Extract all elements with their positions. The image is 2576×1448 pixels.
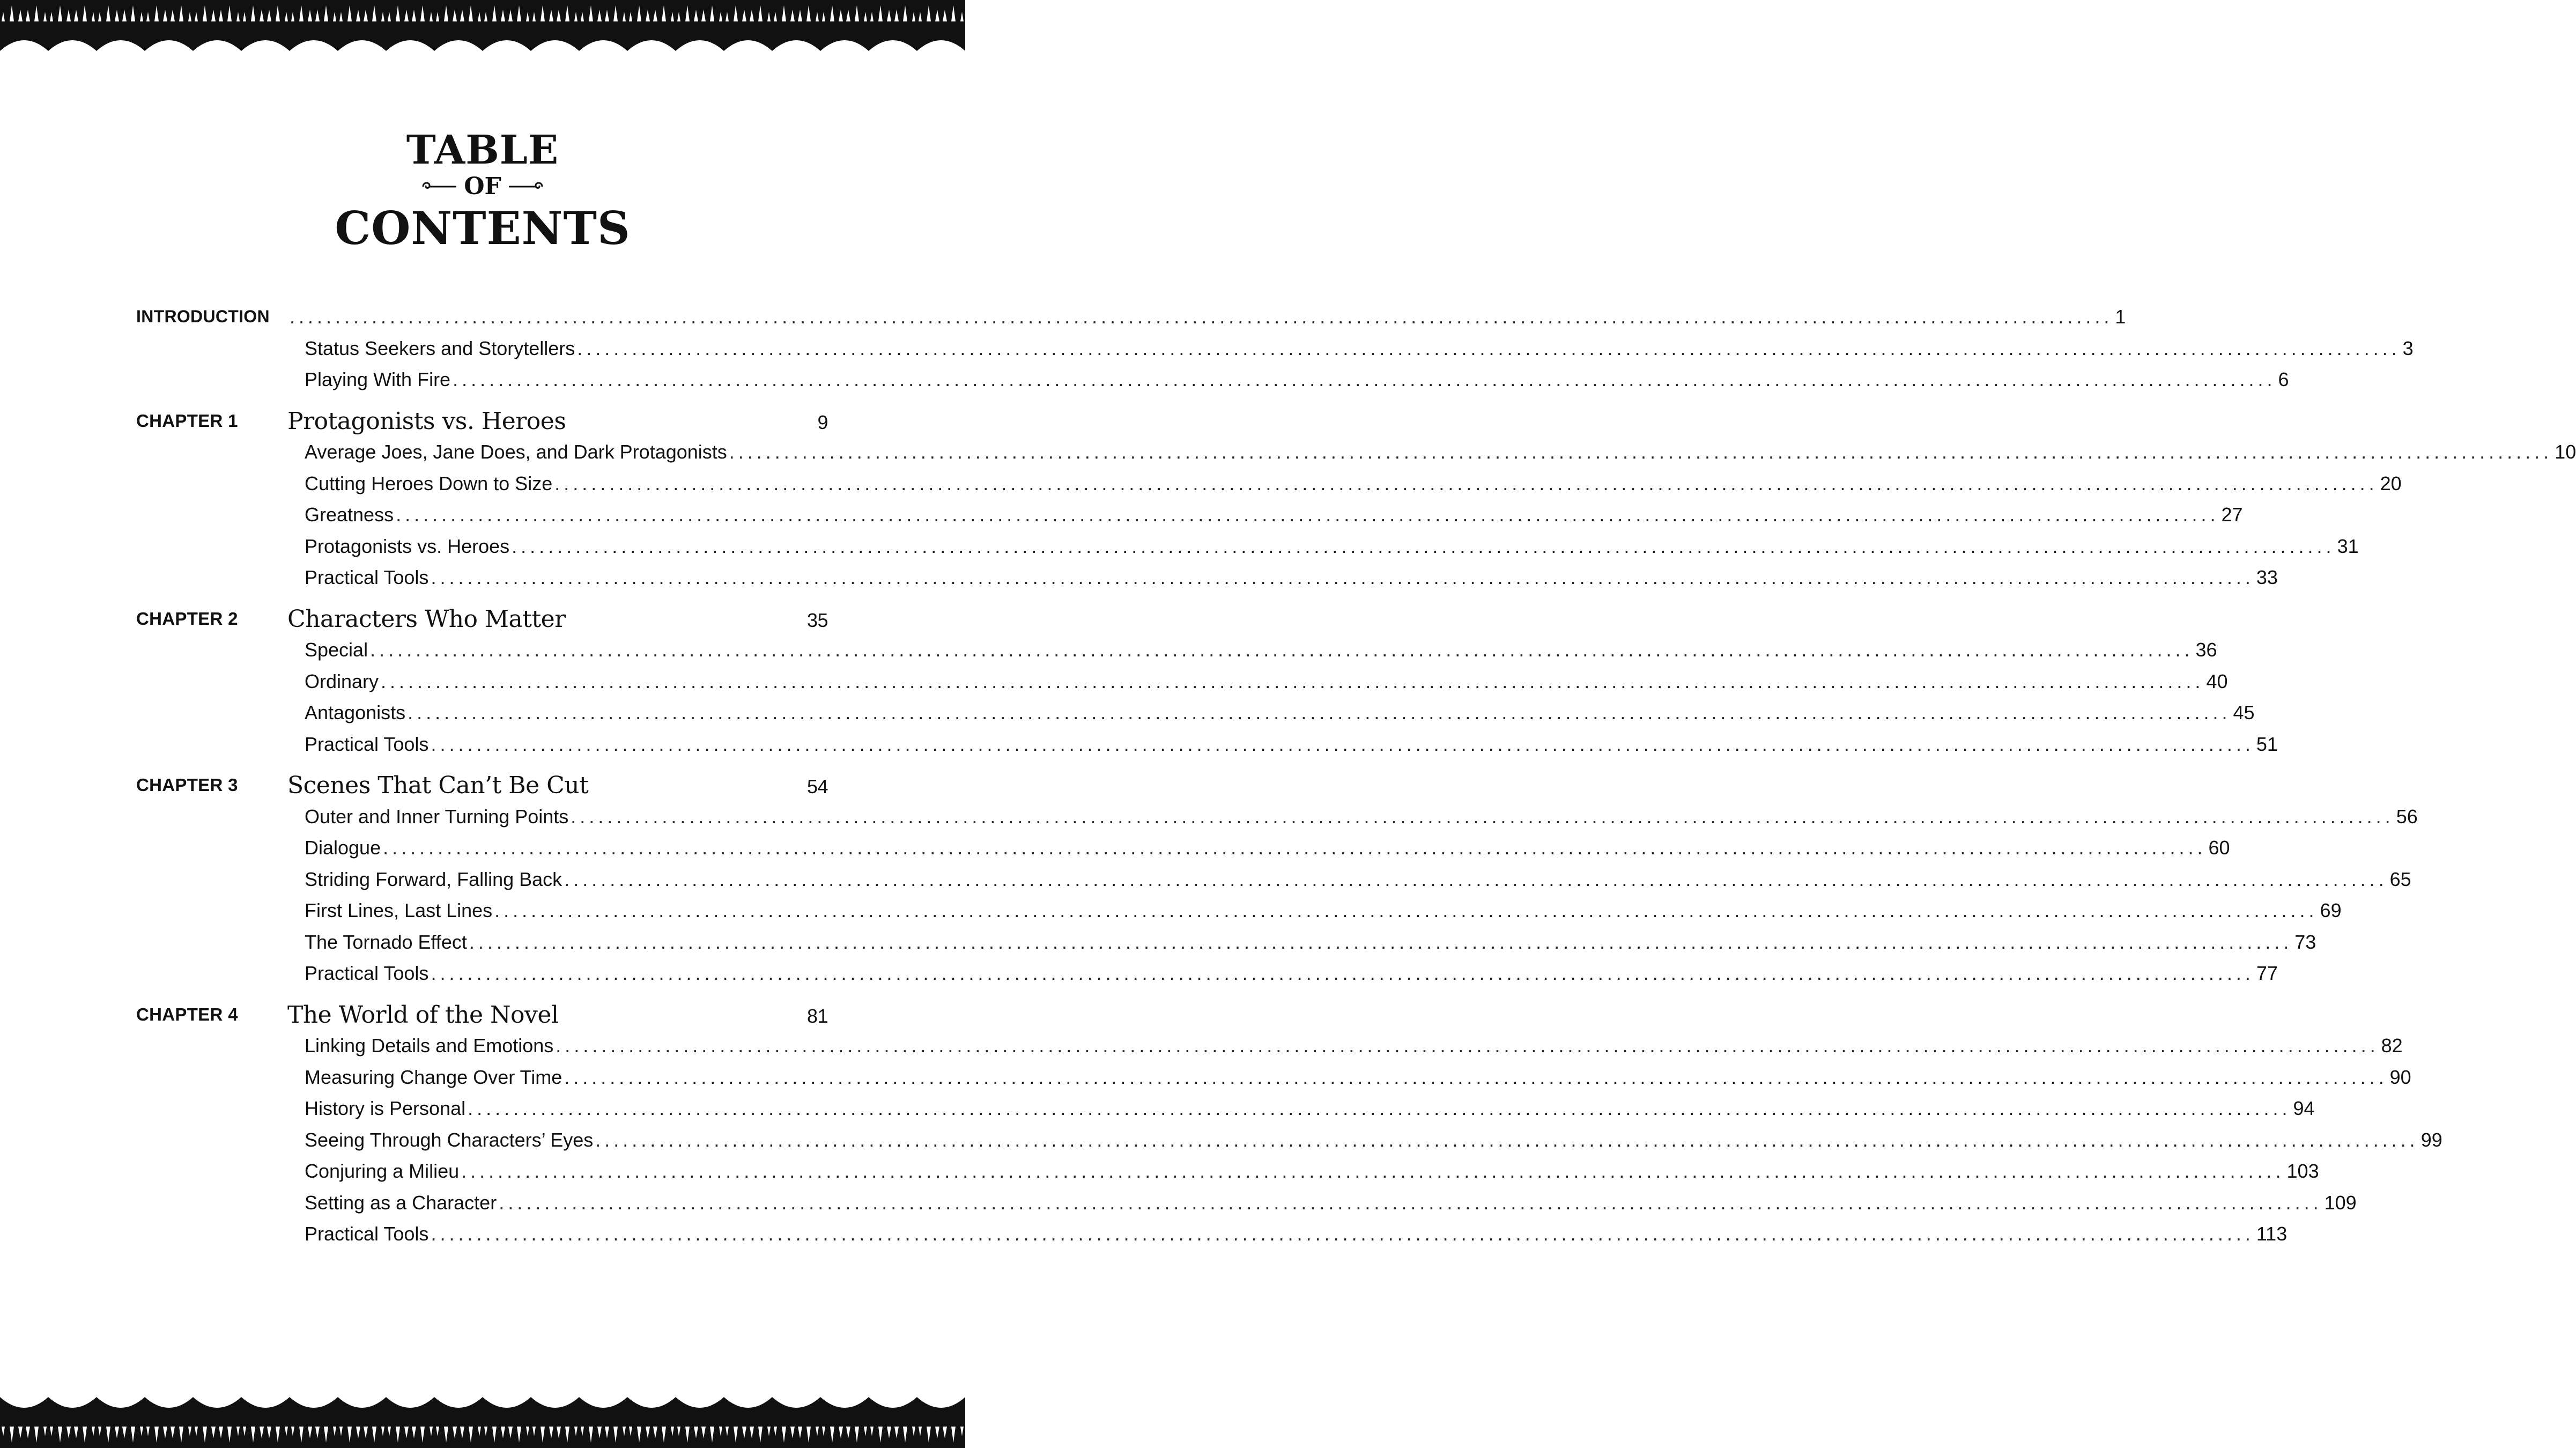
page-number: 33 [2256, 566, 2278, 588]
page-number: 82 [2381, 1035, 2403, 1057]
dot-leader: ........................................................................................................................................................................................................ [408, 701, 2231, 723]
chapter-title-text: Characters Who Matter [287, 605, 566, 633]
toc-section-entry [136, 366, 2289, 398]
page-number: 27 [2221, 504, 2243, 526]
toc-section-entry [136, 897, 2342, 929]
toc-section-entry [136, 834, 2230, 866]
toc-section-entry [136, 470, 2402, 502]
dot-leader: ........................................................................................................................................................................................................ [554, 472, 2378, 494]
section-title: Special [305, 639, 368, 661]
section-title: Linking Details and Emotions [305, 1035, 554, 1057]
dot-leader-line [305, 1035, 2403, 1057]
dot-leader-line [305, 1223, 2288, 1245]
toc-section-entry [136, 533, 2359, 565]
page-number: 60 [2208, 837, 2230, 859]
toc-chapter-entry [136, 408, 828, 439]
dot-leader: ........................................................................................................................................................................................................ [564, 868, 2388, 890]
page-number: 45 [2233, 701, 2255, 723]
dot-leader: ........................................................................................................................................................................................................ [564, 1066, 2388, 1088]
page-number: 56 [2396, 805, 2418, 828]
section-title: Practical Tools [305, 733, 429, 755]
dot-leader: ........................................................................................................................................................................................................ [729, 441, 2553, 463]
dot-leader: ........................................................................................................................................................................................................ [571, 805, 2394, 828]
dot-leader-line [305, 670, 2228, 693]
dot-leader-line [305, 805, 2418, 828]
dot-leader: ........................................................................................................................................................................................................ [512, 535, 2335, 557]
dot-leader-line [305, 504, 2243, 526]
toc-chapter-entry [136, 605, 828, 637]
chapter-title-text: Scenes That Can’t Be Cut [287, 772, 589, 799]
toc-section-entry [136, 668, 2228, 700]
dot-leader-line [305, 1097, 2315, 1120]
dot-leader-line [305, 472, 2402, 495]
dot-leader-line [305, 535, 2359, 558]
dot-leader: ........................................................................................................................................................................................................ [431, 566, 2254, 588]
toc-section-entry [136, 699, 2255, 731]
section-gap [136, 596, 828, 605]
dot-leader: ........................................................................................................................................................................................................ [396, 504, 2219, 526]
page-number: 10 [2555, 441, 2576, 463]
dot-leader: ........................................................................................................................................................................................................ [469, 930, 2293, 953]
section-title: Greatness [305, 504, 394, 526]
page-number: 40 [2206, 670, 2228, 692]
chapter-page-number: 81 [806, 1004, 828, 1027]
dot-leader: ........................................................................................................................................................................................................ [556, 1035, 2379, 1057]
section-title: Ordinary [305, 670, 379, 692]
dot-leader: ........................................................................................................................................................................................................ [431, 733, 2254, 755]
page-number: 77 [2256, 962, 2278, 984]
title-line-3: CONTENTS [335, 202, 631, 255]
page-number: 109 [2324, 1191, 2357, 1214]
chapter-label: CHAPTER 1 [136, 410, 238, 431]
chapter-page-number: 9 [817, 411, 828, 433]
dot-leader: ........................................................................................................................................................................................................ [431, 1223, 2254, 1245]
section-title: Antagonists [305, 701, 406, 723]
chapter-page-number: 35 [806, 609, 828, 631]
chapter-label: CHAPTER 2 [136, 608, 238, 629]
toc-section-entry [136, 335, 2414, 367]
section-title: Practical Tools [305, 962, 429, 984]
dot-leader: ........................................................................................................................................................................................................ [461, 1160, 2285, 1182]
section-title: Outer and Inner Turning Points [305, 805, 569, 828]
chapter-title-text: The World of the Novel [287, 1001, 559, 1029]
toc-section-entry [136, 501, 2243, 533]
title-line-1: TABLE [406, 127, 559, 173]
dot-leader-line [305, 837, 2230, 859]
page-number: 3 [2402, 337, 2414, 359]
dot-leader-line [305, 899, 2342, 922]
chapter-label: CHAPTER 4 [136, 1004, 238, 1024]
chapter-title [287, 772, 828, 799]
page-number: 65 [2389, 868, 2411, 890]
toc-section-entry [136, 960, 2278, 992]
title-line-2-row [0, 173, 965, 201]
section-title: Practical Tools [305, 566, 429, 588]
section-title: Playing With Fire [305, 368, 451, 390]
dot-leader-line [305, 1128, 2442, 1151]
chapter-label: CHAPTER 3 [136, 775, 238, 795]
dot-leader: ........................................................................................................................................................................................................ [468, 1097, 2291, 1119]
dot-leader: ........................................................................................................................................................................................................ [494, 899, 2318, 921]
section-title: History is Personal [305, 1097, 466, 1119]
dot-leader-line [305, 566, 2278, 589]
dot-leader-line [305, 701, 2255, 724]
section-title: Dialogue [305, 837, 381, 859]
table-of-contents [136, 304, 2576, 1252]
page-number: 31 [2337, 535, 2359, 557]
page-title [0, 129, 965, 254]
dot-leader: ........................................................................................................................................................................................................ [370, 639, 2194, 661]
toc-chapter-entry [136, 772, 828, 803]
section-title: Setting as a Character [305, 1191, 497, 1214]
chapter-title [287, 605, 828, 633]
dot-leader-line [305, 733, 2278, 756]
section-gap [136, 762, 828, 772]
section-title: Striding Forward, Falling Back [305, 868, 562, 890]
toc-section-entry [136, 1032, 2403, 1064]
dot-leader-line [305, 1191, 2357, 1214]
section-title: The Tornado Effect [305, 930, 467, 953]
bottom-decorative-border [0, 1378, 965, 1448]
toc-section-entry [136, 1064, 2411, 1096]
dot-leader-line [305, 441, 2576, 463]
dot-leader-line [305, 368, 2289, 391]
dot-leader: ........................................................................................................................................................................................................ [577, 337, 2401, 359]
section-title: Conjuring a Milieu [305, 1160, 460, 1182]
toc-section-entry [136, 637, 2217, 668]
dot-leader-line [305, 868, 2411, 891]
section-title: Practical Tools [305, 1223, 429, 1245]
section-title: Cutting Heroes Down to Size [305, 472, 553, 494]
section-gap [136, 992, 828, 1001]
section-title: Average Joes, Jane Does, and Dark Protagonists [305, 441, 727, 463]
page-number: 69 [2320, 899, 2342, 921]
dot-leader: ........................................................................................................................................................................................................ [453, 368, 2276, 390]
toc-section-entry [136, 1190, 2357, 1221]
toc-section-entry [136, 1158, 2319, 1190]
toc-section-entry [136, 803, 2418, 835]
dot-leader: ........................................................................................................................................................................................................ [499, 1191, 2322, 1214]
page-number: 103 [2286, 1160, 2319, 1182]
toc-section-entry [136, 866, 2411, 898]
page-number: 73 [2294, 930, 2316, 953]
toc-section-entry [136, 439, 2576, 470]
introduction-label: INTRODUCTION [136, 307, 270, 326]
toc-section-entry [136, 564, 2278, 596]
section-title: Measuring Change Over Time [305, 1066, 562, 1088]
page-number: 94 [2293, 1097, 2315, 1119]
section-title: Seeing Through Characters’ Eyes [305, 1128, 594, 1151]
page-number: 1 [2115, 306, 2126, 328]
section-title: Status Seekers and Storytellers [305, 337, 575, 359]
dot-leader: ........................................................................................................................................................................................................ [381, 670, 2204, 692]
page-number: 20 [2380, 472, 2402, 494]
section-gap [136, 398, 828, 408]
dot-leader: ........................................................................................................................................................................................................ [595, 1128, 2419, 1151]
dot-leader: ........................................................................................................................................................................................................ [290, 306, 2113, 328]
left-flourish-icon [421, 179, 458, 195]
toc-section-entry [136, 1127, 2442, 1158]
dot-leader: ........................................................................................................................................................................................................ [431, 962, 2254, 984]
section-title: Protagonists vs. Heroes [305, 535, 510, 557]
page-number: 6 [2278, 368, 2289, 390]
dot-leader: ........................................................................................................................................................................................................ [383, 837, 2207, 859]
dot-leader-line [305, 1160, 2319, 1183]
dot-leader-line [305, 1066, 2411, 1089]
page-number: 36 [2195, 639, 2217, 661]
toc-section-entry [136, 1095, 2315, 1127]
page-number: 90 [2389, 1066, 2411, 1088]
dot-leader-line [305, 930, 2316, 954]
section-title: First Lines, Last Lines [305, 899, 493, 921]
page-number: 113 [2256, 1223, 2288, 1245]
chapter-page-number: 54 [806, 775, 828, 797]
page-number: 51 [2256, 733, 2278, 755]
toc-chapter-entry [136, 1001, 828, 1033]
toc-section-entry [136, 731, 2278, 763]
dot-leader-line [305, 639, 2217, 661]
toc-introduction-entry [136, 304, 2126, 335]
chapter-title [287, 1001, 828, 1029]
page-number: 99 [2420, 1128, 2442, 1151]
dot-leader-line [305, 962, 2278, 985]
chapter-title [287, 408, 828, 435]
title-line-2: OF [464, 173, 501, 200]
toc-section-entry [136, 1221, 2288, 1252]
dot-leader-line [305, 337, 2414, 360]
toc-section-entry [136, 929, 2316, 961]
dot-leader-line [287, 306, 2126, 328]
right-flourish-icon [507, 179, 544, 195]
chapter-title-text: Protagonists vs. Heroes [287, 407, 566, 435]
top-decorative-border [0, 0, 965, 70]
